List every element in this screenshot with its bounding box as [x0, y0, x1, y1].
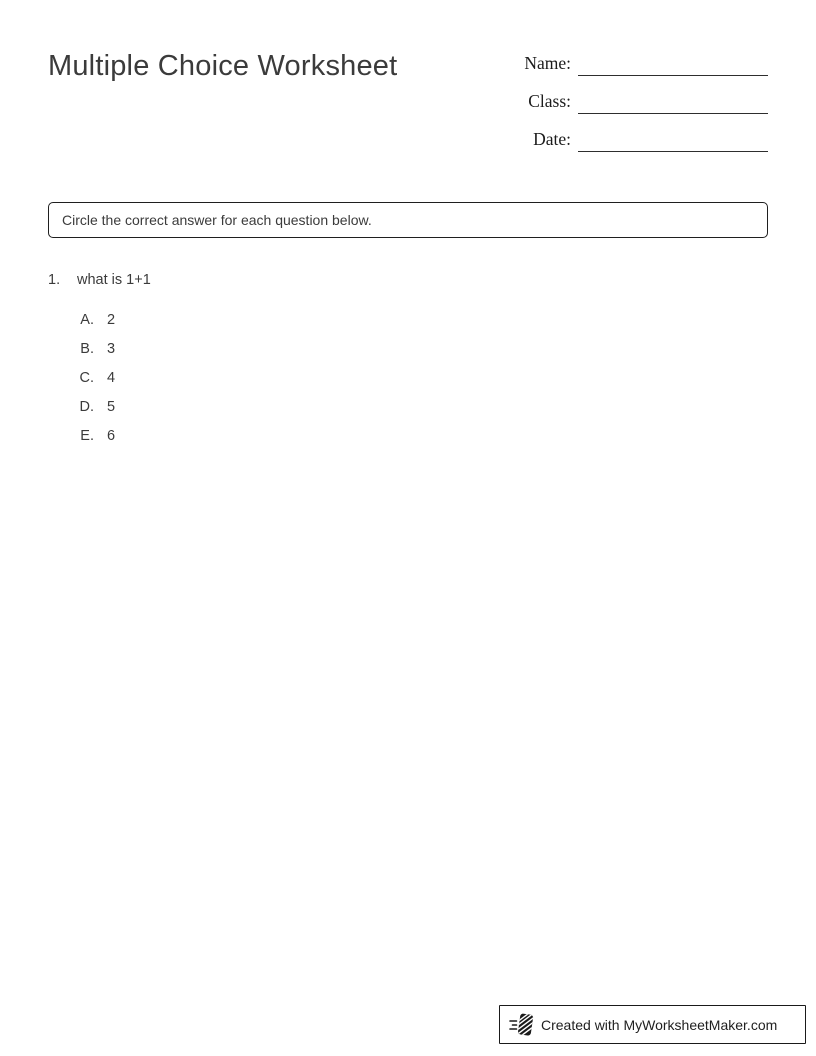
choice-e-letter: E. [80, 428, 94, 444]
student-info-fields [524, 48, 768, 152]
footer-credit-box [499, 1005, 806, 1044]
choice-b-text: 3 [107, 341, 116, 357]
question-1 [48, 270, 151, 455]
name-field-blank-line [578, 51, 768, 76]
question-line [48, 270, 151, 290]
choice-list [77, 310, 151, 446]
choice-c-text: 4 [107, 370, 116, 386]
instructions-box [48, 202, 768, 238]
date-field-label: Date: [533, 128, 571, 149]
choice-b-letter: B. [80, 341, 94, 357]
class-field-label: Class: [528, 90, 571, 111]
choice-a-text: 2 [107, 312, 116, 328]
date-field-row [524, 124, 768, 152]
name-field-label: Name: [524, 52, 571, 73]
footer-credit-text: Created with MyWorksheetMaker.com [541, 1016, 778, 1033]
choice-d-letter: D. [79, 399, 94, 415]
flying-worksheet-icon [509, 1011, 534, 1039]
choice-b-row [77, 339, 151, 359]
question-number: 1. [48, 272, 61, 288]
question-text: what is 1+1 [77, 272, 151, 288]
choice-d-row [77, 397, 151, 417]
class-field-row [524, 86, 768, 114]
choice-d-text: 5 [107, 399, 116, 415]
instructions-text: Circle the correct answer for each question below. [62, 212, 372, 228]
class-field-blank-line [578, 89, 768, 114]
choice-a-row [77, 310, 151, 330]
choice-c-letter: C. [79, 370, 94, 386]
choice-c-row [77, 368, 151, 388]
page-title: Multiple Choice Worksheet [48, 50, 398, 82]
date-field-blank-line [578, 127, 768, 152]
name-field-row [524, 48, 768, 76]
choice-e-text: 6 [107, 428, 116, 444]
choice-e-row [77, 426, 151, 446]
choice-a-letter: A. [80, 312, 94, 328]
